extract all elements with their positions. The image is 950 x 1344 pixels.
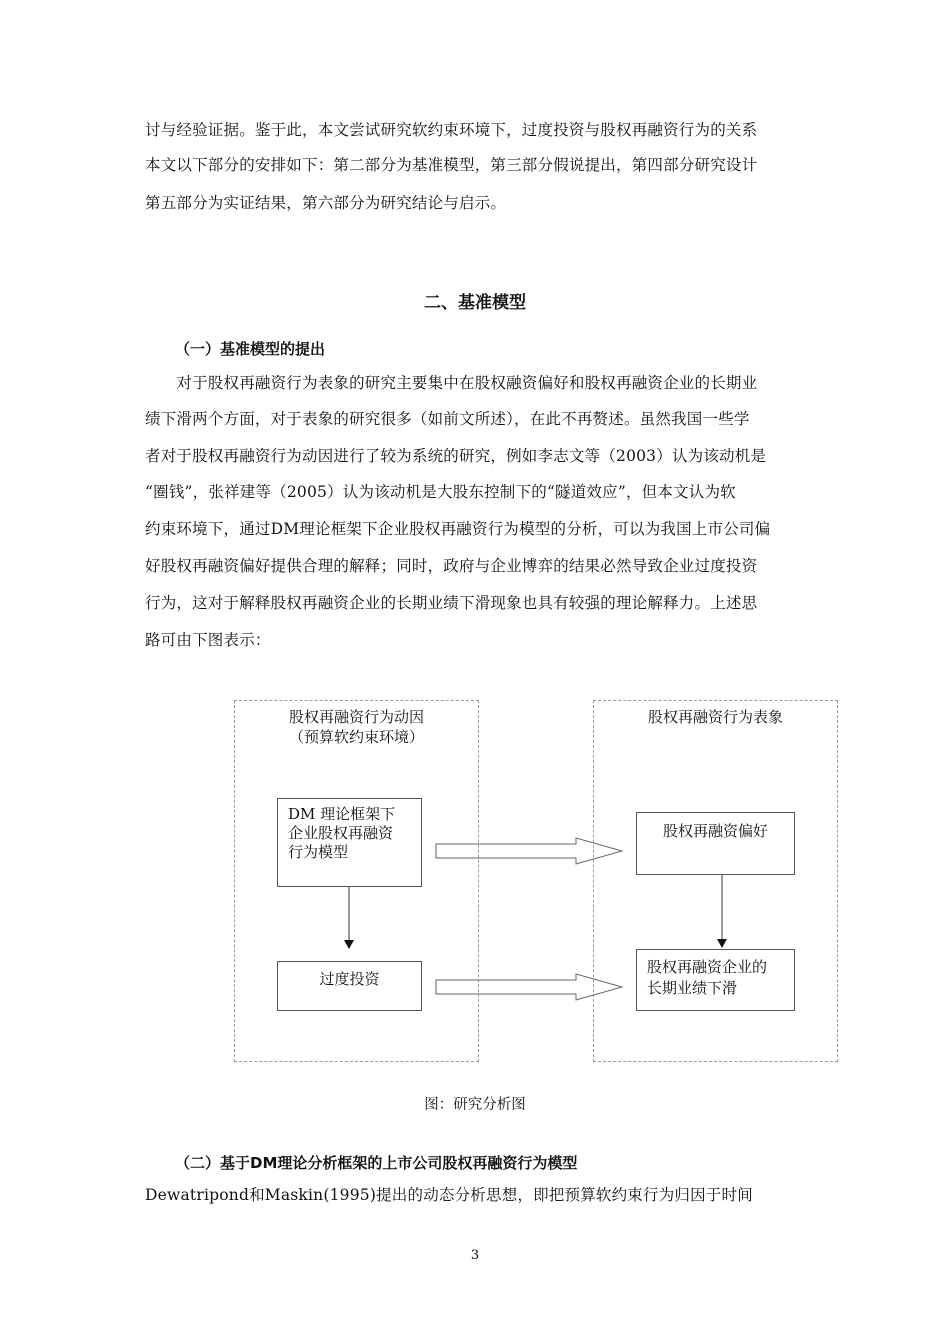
paragraph-line-5: 约束环境下，通过DM理论框架下企业股权再融资行为模型的分析，可以为我国上市公司偏 bbox=[145, 520, 771, 538]
decline-line-2: 长期业绩下滑 bbox=[647, 979, 738, 997]
intro-line-3: 第五部分为实证结果，第六部分为研究结论与启示。 bbox=[145, 194, 507, 212]
subsection-heading-1: （一）基准模型的提出 bbox=[175, 340, 326, 358]
last-line: Dewatripond和Maskin(1995)提出的动态分析思想，即把预算软约束行为归因于时间 bbox=[145, 1186, 753, 1204]
arrowhead-preference-to-decline bbox=[717, 939, 727, 948]
overinvestment-label: 过度投资 bbox=[319, 970, 380, 988]
page-number: 3 bbox=[470, 1248, 480, 1263]
intro-line-1: 讨与经验证据。鉴于此，本文尝试研究软约束环境下，过度投资与股权再融资行为的关系 bbox=[145, 121, 758, 139]
paragraph-line-2: 绩下滑两个方面，对于表象的研究很多（如前文所述），在此不再赘述。虽然我国一些学 bbox=[145, 410, 750, 428]
paragraph-line-1: 对于股权再融资行为表象的研究主要集中在股权融资偏好和股权再融资企业的长期业 bbox=[145, 374, 758, 392]
dm-model-line-2: 企业股权再融资 bbox=[288, 824, 394, 842]
figure-caption: 图：研究分析图 bbox=[424, 1097, 526, 1113]
motive-group-subtitle: （预算软约束环境） bbox=[288, 728, 424, 746]
section-heading: 二、基准模型 bbox=[424, 293, 526, 313]
decline-line-1: 股权再融资企业的 bbox=[647, 958, 768, 976]
dm-model-line-3: 行为模型 bbox=[288, 843, 349, 861]
intro-line-2: 本文以下部分的安排如下：第二部分为基准模型，第三部分假说提出，第四部分研究设计 bbox=[145, 156, 758, 174]
dm-model-line-1: DM 理论框架下 bbox=[288, 805, 396, 823]
block-arrow-dm-to-preference bbox=[436, 838, 622, 864]
block-arrow-overinvest-to-decline bbox=[436, 974, 622, 1000]
paragraph-line-8: 路可由下图表示： bbox=[145, 631, 271, 649]
paragraph-line-4: “圈钱”，张祥建等（2005）认为该动机是大股东控制下的“隧道效应”，但本文认为软 bbox=[145, 483, 736, 501]
phenomenon-group-title: 股权再融资行为表象 bbox=[647, 708, 783, 726]
paragraph-line-7: 行为，这对于解释股权再融资企业的长期业绩下滑现象也具有较强的理论解释力。上述思 bbox=[145, 594, 758, 612]
paragraph-line-3: 者对于股权再融资行为动因进行了较为系统的研究，例如李志文等（2003）认为该动机是 bbox=[145, 447, 767, 465]
arrowhead-dm-to-overinvest bbox=[344, 940, 354, 949]
paragraph-line-6: 好股权再融资偏好提供合理的解释；同时，政府与企业博弈的结果必然导致企业过度投资 bbox=[145, 557, 758, 575]
subsection-heading-2: （二）基于DM理论分析框架的上市公司股权再融资行为模型 bbox=[175, 1154, 578, 1172]
preference-label: 股权再融资偏好 bbox=[662, 822, 768, 840]
motive-group-title: 股权再融资行为动因 bbox=[288, 708, 424, 726]
